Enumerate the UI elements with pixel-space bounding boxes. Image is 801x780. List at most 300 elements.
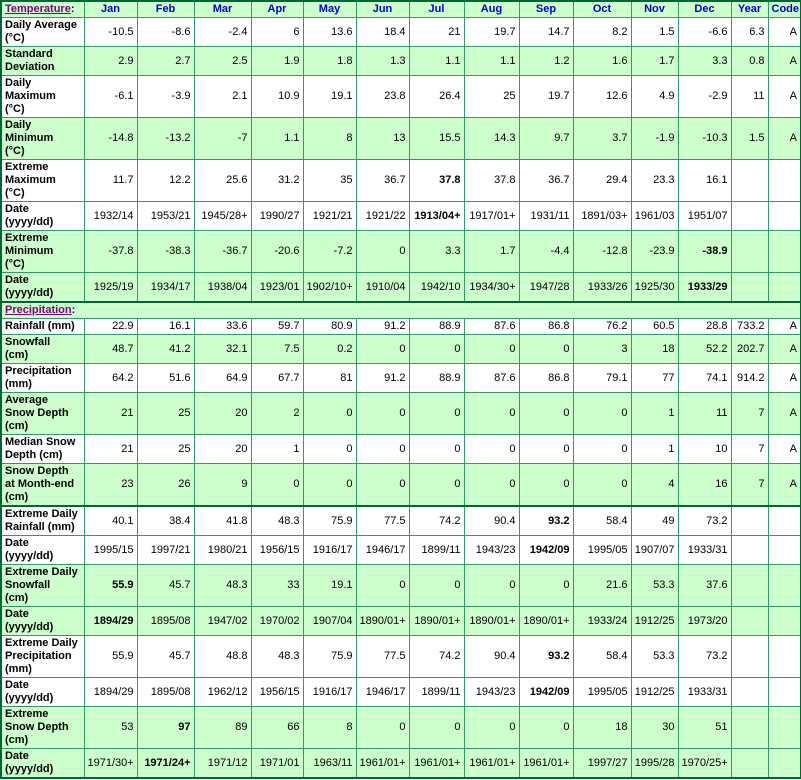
temperature-link[interactable]: Temperature — [5, 3, 71, 15]
data-cell: 1945/28+ — [194, 202, 251, 231]
data-cell: 1933/31 — [678, 536, 731, 565]
data-cell: 1907/04 — [303, 607, 356, 636]
precipitation-section-header-cell — [1, 302, 801, 319]
data-cell: 1934/30+ — [464, 273, 519, 303]
data-cell: 11 — [678, 393, 731, 435]
year-cell: 11 — [731, 76, 768, 118]
data-cell: 75.9 — [303, 506, 356, 536]
data-cell: 37.6 — [678, 565, 731, 607]
data-cell: 1916/17 — [303, 536, 356, 565]
row-label: Date (yyyy/dd) — [1, 749, 84, 779]
data-cell: 2 — [251, 393, 303, 435]
data-cell: 1921/22 — [356, 202, 409, 231]
data-cell: 2.7 — [137, 47, 194, 76]
code-cell: A — [768, 335, 801, 364]
data-cell: 0 — [519, 707, 573, 749]
data-cell: 1912/25 — [631, 678, 678, 707]
data-cell: 1971/12 — [194, 749, 251, 779]
data-cell: 1.7 — [464, 231, 519, 273]
data-cell: 0 — [519, 464, 573, 507]
data-cell: 0 — [409, 435, 464, 464]
data-cell: 0 — [464, 707, 519, 749]
data-cell: 18 — [573, 707, 631, 749]
data-cell: 20 — [194, 435, 251, 464]
row-label: Extreme Daily Snowfall (cm) — [1, 565, 84, 607]
row-label: Daily Average (°C) — [1, 18, 84, 47]
data-cell: 89 — [194, 707, 251, 749]
code-cell — [768, 506, 801, 536]
data-cell: 1895/08 — [137, 678, 194, 707]
data-cell: 1970/25+ — [678, 749, 731, 779]
data-cell: 21 — [84, 393, 137, 435]
code-cell: A — [768, 118, 801, 160]
row-precipitation-mm — [1, 364, 801, 393]
row-label: Snowfall (cm) — [1, 335, 84, 364]
data-cell: -4.4 — [519, 231, 573, 273]
year-cell — [731, 707, 768, 749]
data-cell: 1925/30 — [631, 273, 678, 303]
data-cell: 88.9 — [409, 364, 464, 393]
data-cell: 76.2 — [573, 319, 631, 335]
row-snowfall-cm — [1, 335, 801, 364]
data-cell: 2.1 — [194, 76, 251, 118]
row-label: Precipitation (mm) — [1, 364, 84, 393]
code-cell — [768, 607, 801, 636]
data-cell: 3 — [573, 335, 631, 364]
column-header-year: Year — [731, 1, 768, 18]
data-cell: 1.1 — [251, 118, 303, 160]
data-cell: 21.6 — [573, 565, 631, 607]
data-cell: 1995/05 — [573, 536, 631, 565]
data-cell: 23 — [84, 464, 137, 507]
data-cell: 1890/01+ — [519, 607, 573, 636]
data-cell: 1962/12 — [194, 678, 251, 707]
data-cell: 81 — [303, 364, 356, 393]
code-cell — [768, 565, 801, 607]
data-cell: 36.7 — [519, 160, 573, 202]
data-cell: -1.9 — [631, 118, 678, 160]
row-label: Extreme Snow Depth (cm) — [1, 707, 84, 749]
data-cell: 67.7 — [251, 364, 303, 393]
data-cell: 0 — [356, 335, 409, 364]
year-cell: 0.8 — [731, 47, 768, 76]
row-date-yyyy-dd — [1, 273, 801, 303]
data-cell: 1890/01+ — [356, 607, 409, 636]
precipitation-colon: : — [71, 304, 76, 316]
year-cell: 202.7 — [731, 335, 768, 364]
data-cell: -38.3 — [137, 231, 194, 273]
year-cell — [731, 506, 768, 536]
data-cell: 0 — [409, 393, 464, 435]
temperature-section-header-cell — [1, 1, 84, 18]
year-cell — [731, 202, 768, 231]
data-cell: 45.7 — [137, 565, 194, 607]
data-cell: 0 — [303, 393, 356, 435]
data-cell: 15.5 — [409, 118, 464, 160]
code-cell: A — [768, 76, 801, 118]
data-cell: 29.4 — [573, 160, 631, 202]
data-cell: 1923/01 — [251, 273, 303, 303]
data-cell: 87.6 — [464, 319, 519, 335]
column-header-mar: Mar — [194, 1, 251, 18]
data-cell: 1961/01+ — [356, 749, 409, 779]
data-cell: -36.7 — [194, 231, 251, 273]
data-cell: 88.9 — [409, 319, 464, 335]
data-cell: 21 — [84, 435, 137, 464]
data-cell: 11.7 — [84, 160, 137, 202]
data-cell: 0 — [519, 335, 573, 364]
data-cell: 26.4 — [409, 76, 464, 118]
data-cell: 41.8 — [194, 506, 251, 536]
data-cell: 19.1 — [303, 565, 356, 607]
data-cell: 1932/14 — [84, 202, 137, 231]
data-cell: 1947/02 — [194, 607, 251, 636]
column-header-jul: Jul — [409, 1, 464, 18]
data-cell: 1.7 — [631, 47, 678, 76]
data-cell: -2.9 — [678, 76, 731, 118]
row-date-yyyy-dd — [1, 202, 801, 231]
data-cell: 1970/02 — [251, 607, 303, 636]
data-cell: 1997/21 — [137, 536, 194, 565]
data-cell: 1890/01+ — [409, 607, 464, 636]
data-cell: 8.2 — [573, 18, 631, 47]
code-cell — [768, 273, 801, 303]
row-label: Extreme Minimum (°C) — [1, 231, 84, 273]
data-cell: 0 — [303, 464, 356, 507]
data-cell: 53.3 — [631, 636, 678, 678]
row-label: Daily Minimum (°C) — [1, 118, 84, 160]
row-daily-minimum-c — [1, 118, 801, 160]
data-cell: 59.7 — [251, 319, 303, 335]
row-daily-maximum-c — [1, 76, 801, 118]
data-cell: 0 — [356, 565, 409, 607]
data-cell: 3.7 — [573, 118, 631, 160]
data-cell: 53 — [84, 707, 137, 749]
data-cell: 90.4 — [464, 506, 519, 536]
data-cell: 21 — [409, 18, 464, 47]
year-cell: 6.3 — [731, 18, 768, 47]
data-cell: 0 — [251, 464, 303, 507]
row-date-yyyy-dd — [1, 607, 801, 636]
data-cell: 16.1 — [678, 160, 731, 202]
year-cell — [731, 607, 768, 636]
row-snow-depth-at-month-end-cm — [1, 464, 801, 507]
data-cell: 1902/10+ — [303, 273, 356, 303]
data-cell: 1913/04+ — [409, 202, 464, 231]
data-cell: 1953/21 — [137, 202, 194, 231]
year-cell — [731, 565, 768, 607]
data-cell: 1971/01 — [251, 749, 303, 779]
row-label: Median Snow Depth (cm) — [1, 435, 84, 464]
data-cell: 35 — [303, 160, 356, 202]
code-cell — [768, 707, 801, 749]
data-cell: 38.4 — [137, 506, 194, 536]
data-cell: -10.5 — [84, 18, 137, 47]
data-cell: 58.4 — [573, 636, 631, 678]
row-label: Extreme Maximum (°C) — [1, 160, 84, 202]
data-cell: 48.3 — [251, 636, 303, 678]
data-cell: -8.6 — [137, 18, 194, 47]
data-cell: -14.8 — [84, 118, 137, 160]
data-cell: 1 — [631, 393, 678, 435]
data-cell: 1995/15 — [84, 536, 137, 565]
data-cell: 0.2 — [303, 335, 356, 364]
year-cell — [731, 678, 768, 707]
row-extreme-daily-snowfall-cm — [1, 565, 801, 607]
column-header-nov: Nov — [631, 1, 678, 18]
data-cell: 30 — [631, 707, 678, 749]
data-cell: 19.7 — [519, 76, 573, 118]
data-cell: 9 — [194, 464, 251, 507]
data-cell: 91.2 — [356, 364, 409, 393]
data-cell: 2.5 — [194, 47, 251, 76]
data-cell: 25.6 — [194, 160, 251, 202]
data-cell: 0 — [573, 464, 631, 507]
data-cell: 31.2 — [251, 160, 303, 202]
row-label: Rainfall (mm) — [1, 319, 84, 335]
temperature-colon: : — [70, 3, 75, 15]
data-cell: 0 — [409, 335, 464, 364]
data-cell: 1925/19 — [84, 273, 137, 303]
data-cell: 1943/23 — [464, 678, 519, 707]
row-label: Date (yyyy/dd) — [1, 607, 84, 636]
year-cell: 1.5 — [731, 118, 768, 160]
code-cell — [768, 749, 801, 779]
data-cell: 1.8 — [303, 47, 356, 76]
data-cell: 4.9 — [631, 76, 678, 118]
data-cell: 0 — [356, 464, 409, 507]
year-cell — [731, 636, 768, 678]
data-cell: 0 — [573, 393, 631, 435]
row-median-snow-depth-cm — [1, 435, 801, 464]
code-cell — [768, 678, 801, 707]
data-cell: 0 — [464, 565, 519, 607]
data-cell: 66 — [251, 707, 303, 749]
data-cell: 0 — [409, 464, 464, 507]
data-cell: 93.2 — [519, 636, 573, 678]
data-cell: 77 — [631, 364, 678, 393]
data-cell: 1933/31 — [678, 678, 731, 707]
data-cell: 1 — [631, 435, 678, 464]
data-cell: 1938/04 — [194, 273, 251, 303]
data-cell: 1980/21 — [194, 536, 251, 565]
data-cell: 18 — [631, 335, 678, 364]
data-cell: 0 — [303, 435, 356, 464]
column-header-feb: Feb — [137, 1, 194, 18]
column-header-aug: Aug — [464, 1, 519, 18]
data-cell: 1956/15 — [251, 678, 303, 707]
data-cell: 7.5 — [251, 335, 303, 364]
data-cell: 52.2 — [678, 335, 731, 364]
data-cell: 73.2 — [678, 506, 731, 536]
data-cell: 1973/20 — [678, 607, 731, 636]
data-cell: 1961/01+ — [409, 749, 464, 779]
column-header-may: May — [303, 1, 356, 18]
row-extreme-daily-precipitation-mm — [1, 636, 801, 678]
row-extreme-minimum-c — [1, 231, 801, 273]
data-cell: 19.7 — [464, 18, 519, 47]
data-cell: 74.2 — [409, 636, 464, 678]
code-cell: A — [768, 435, 801, 464]
data-cell: 13.6 — [303, 18, 356, 47]
code-cell — [768, 636, 801, 678]
data-cell: 0 — [519, 393, 573, 435]
data-cell: 48.8 — [194, 636, 251, 678]
data-cell: 97 — [137, 707, 194, 749]
year-cell — [731, 231, 768, 273]
data-cell: 1961/01+ — [464, 749, 519, 779]
data-cell: 1.5 — [631, 18, 678, 47]
data-cell: 0 — [356, 231, 409, 273]
data-cell: 64.2 — [84, 364, 137, 393]
data-cell: 25 — [137, 435, 194, 464]
data-cell: 1.2 — [519, 47, 573, 76]
data-cell: 1942/09 — [519, 536, 573, 565]
data-cell: 23.8 — [356, 76, 409, 118]
row-label: Date (yyyy/dd) — [1, 273, 84, 303]
data-cell: 49 — [631, 506, 678, 536]
row-daily-average-c — [1, 18, 801, 47]
data-cell: 1.3 — [356, 47, 409, 76]
year-cell: 7 — [731, 435, 768, 464]
data-cell: -37.8 — [84, 231, 137, 273]
year-cell: 733.2 — [731, 319, 768, 335]
data-cell: 33.6 — [194, 319, 251, 335]
row-label: Daily Maximum (°C) — [1, 76, 84, 118]
column-header-oct: Oct — [573, 1, 631, 18]
data-cell: 1947/28 — [519, 273, 573, 303]
column-header-code: Code — [768, 1, 801, 18]
data-cell: 77.5 — [356, 636, 409, 678]
row-label: Date (yyyy/dd) — [1, 678, 84, 707]
data-cell: 20 — [194, 393, 251, 435]
year-cell: 7 — [731, 464, 768, 507]
data-cell: 1946/17 — [356, 536, 409, 565]
data-cell: 8 — [303, 707, 356, 749]
column-header-jan: Jan — [84, 1, 137, 18]
data-cell: 1995/28 — [631, 749, 678, 779]
row-standard-deviation — [1, 47, 801, 76]
data-cell: 8 — [303, 118, 356, 160]
code-cell: A — [768, 393, 801, 435]
data-cell: 1912/25 — [631, 607, 678, 636]
data-cell: 37.8 — [464, 160, 519, 202]
data-cell: 9.7 — [519, 118, 573, 160]
data-cell: 1921/21 — [303, 202, 356, 231]
data-cell: 0 — [409, 565, 464, 607]
data-cell: 1963/11 — [303, 749, 356, 779]
row-label: Standard Deviation — [1, 47, 84, 76]
data-cell: 1.6 — [573, 47, 631, 76]
data-cell: 90.4 — [464, 636, 519, 678]
data-cell: 0 — [464, 435, 519, 464]
data-cell: 1894/29 — [84, 607, 137, 636]
data-cell: 3.3 — [409, 231, 464, 273]
data-cell: 1933/29 — [678, 273, 731, 303]
data-cell: 55.9 — [84, 636, 137, 678]
data-cell: 1942/10 — [409, 273, 464, 303]
column-header-dec: Dec — [678, 1, 731, 18]
data-cell: 0 — [409, 707, 464, 749]
data-cell: -7.2 — [303, 231, 356, 273]
data-cell: -10.3 — [678, 118, 731, 160]
table-body — [1, 1, 801, 778]
code-cell: A — [768, 47, 801, 76]
data-cell: 1895/08 — [137, 607, 194, 636]
data-cell: 1933/24 — [573, 607, 631, 636]
data-cell: 23.3 — [631, 160, 678, 202]
row-extreme-snow-depth-cm — [1, 707, 801, 749]
data-cell: 93.2 — [519, 506, 573, 536]
data-cell: 1.1 — [409, 47, 464, 76]
data-cell: 1931/11 — [519, 202, 573, 231]
data-cell: 0 — [356, 393, 409, 435]
data-cell: 0 — [464, 464, 519, 507]
column-header-jun: Jun — [356, 1, 409, 18]
data-cell: -12.8 — [573, 231, 631, 273]
data-cell: 77.5 — [356, 506, 409, 536]
data-cell: 1894/29 — [84, 678, 137, 707]
data-cell: 26 — [137, 464, 194, 507]
data-cell: 1995/05 — [573, 678, 631, 707]
data-cell: 0 — [356, 707, 409, 749]
data-cell: 86.8 — [519, 364, 573, 393]
data-cell: 45.7 — [137, 636, 194, 678]
data-cell: 40.1 — [84, 506, 137, 536]
data-cell: 0 — [464, 393, 519, 435]
data-cell: 1899/11 — [409, 536, 464, 565]
year-cell — [731, 160, 768, 202]
data-cell: -6.6 — [678, 18, 731, 47]
data-cell: 1917/01+ — [464, 202, 519, 231]
row-label: Date (yyyy/dd) — [1, 536, 84, 565]
data-cell: 58.4 — [573, 506, 631, 536]
data-cell: 55.9 — [84, 565, 137, 607]
data-cell: 1.9 — [251, 47, 303, 76]
row-label: Average Snow Depth (cm) — [1, 393, 84, 435]
data-cell: 91.2 — [356, 319, 409, 335]
data-cell: 1933/26 — [573, 273, 631, 303]
data-cell: 86.8 — [519, 319, 573, 335]
data-cell: 1942/09 — [519, 678, 573, 707]
data-cell: 1891/03+ — [573, 202, 631, 231]
data-cell: 2.9 — [84, 47, 137, 76]
data-cell: 1961/03 — [631, 202, 678, 231]
data-cell: -6.1 — [84, 76, 137, 118]
data-cell: 80.9 — [303, 319, 356, 335]
precipitation-link[interactable]: Precipitation — [5, 304, 72, 316]
code-cell: A — [768, 364, 801, 393]
data-cell: -20.6 — [251, 231, 303, 273]
code-cell — [768, 536, 801, 565]
data-cell: 0 — [356, 435, 409, 464]
data-cell: 4 — [631, 464, 678, 507]
data-cell: 48.3 — [251, 506, 303, 536]
row-date-yyyy-dd — [1, 678, 801, 707]
data-cell: 1961/01+ — [519, 749, 573, 779]
data-cell: -38.9 — [678, 231, 731, 273]
data-cell: 1943/23 — [464, 536, 519, 565]
data-cell: 36.7 — [356, 160, 409, 202]
row-label: Date (yyyy/dd) — [1, 202, 84, 231]
year-cell: 7 — [731, 393, 768, 435]
data-cell: 25 — [137, 393, 194, 435]
data-cell: 53.3 — [631, 565, 678, 607]
row-label: Snow Depth at Month-end (cm) — [1, 464, 84, 507]
data-cell: 1997/27 — [573, 749, 631, 779]
data-cell: 0 — [464, 335, 519, 364]
data-cell: 1890/01+ — [464, 607, 519, 636]
